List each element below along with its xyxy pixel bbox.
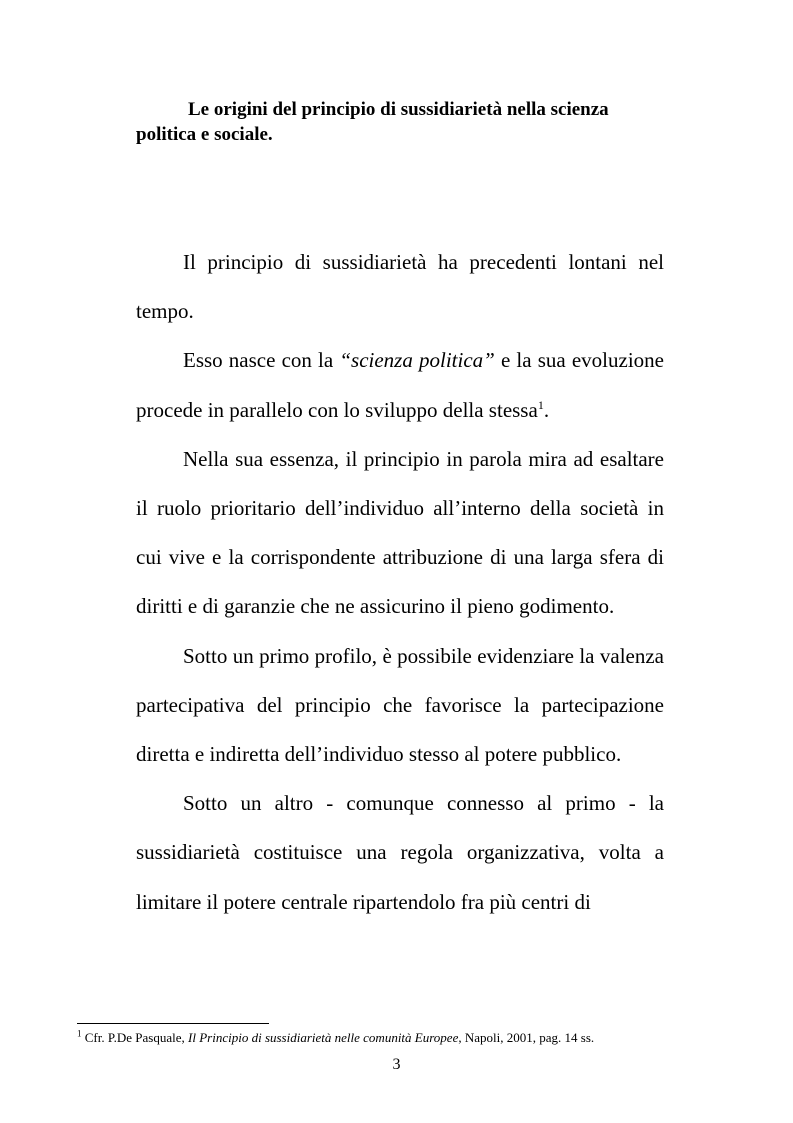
paragraph — [136, 779, 664, 927]
footnote — [77, 1030, 717, 1046]
paragraph — [136, 336, 664, 434]
footnote-text: , Napoli, 2001, pag. 14 ss. — [458, 1030, 595, 1045]
footnote-number: 1 — [77, 1028, 82, 1039]
paragraph-text: e la sua evoluzione procede in parallelo con lo sviluppo della stessa — [136, 348, 664, 422]
footnote-divider — [77, 1023, 269, 1024]
title-text: Le origini del principio di sussidiarietà nella scienza politica e sociale. — [136, 99, 609, 145]
italic-term: “scienza politica” — [339, 348, 495, 373]
footnote-book-title: Il Principio di sussidiarietà nelle comunità Europee — [188, 1030, 459, 1045]
footnote-text: Cfr. P.De Pasquale, — [81, 1030, 189, 1045]
paragraph-text: Nella sua essenza, il principio in parola mira ad esaltare il ruolo prioritario dell’individuo all’interno della società in cui vive e la corrispondente attribuzione di una larga sfera di diritti e di garanzie che ne assicurino il pieno godimento. — [136, 446, 664, 619]
paragraph-text: Il principio di sussidiarietà ha precedenti lontani nel tempo. — [136, 250, 664, 324]
page-number: 3 — [392, 1056, 401, 1073]
page-title — [136, 97, 664, 147]
paragraph-text: Esso nasce con la — [183, 348, 340, 373]
paragraph — [136, 632, 664, 780]
paragraph — [136, 238, 664, 336]
paragraph-text: . — [543, 397, 550, 422]
paragraph-text: Sotto un primo profilo, è possibile evidenziare la valenza partecipativa del principio che favorisce la partecipazione diretta e indiretta dell’individuo stesso al potere pubblico. — [136, 643, 664, 767]
paragraph — [136, 435, 664, 632]
footnote-reference: 1 — [537, 397, 544, 412]
body-text — [136, 238, 664, 927]
paragraph-text: Sotto un altro - comunque connesso al primo - la sussidiarietà costituisce una regola organizzativa, volta a limitare il potere centrale ripartendolo fra più centri di — [136, 791, 664, 914]
